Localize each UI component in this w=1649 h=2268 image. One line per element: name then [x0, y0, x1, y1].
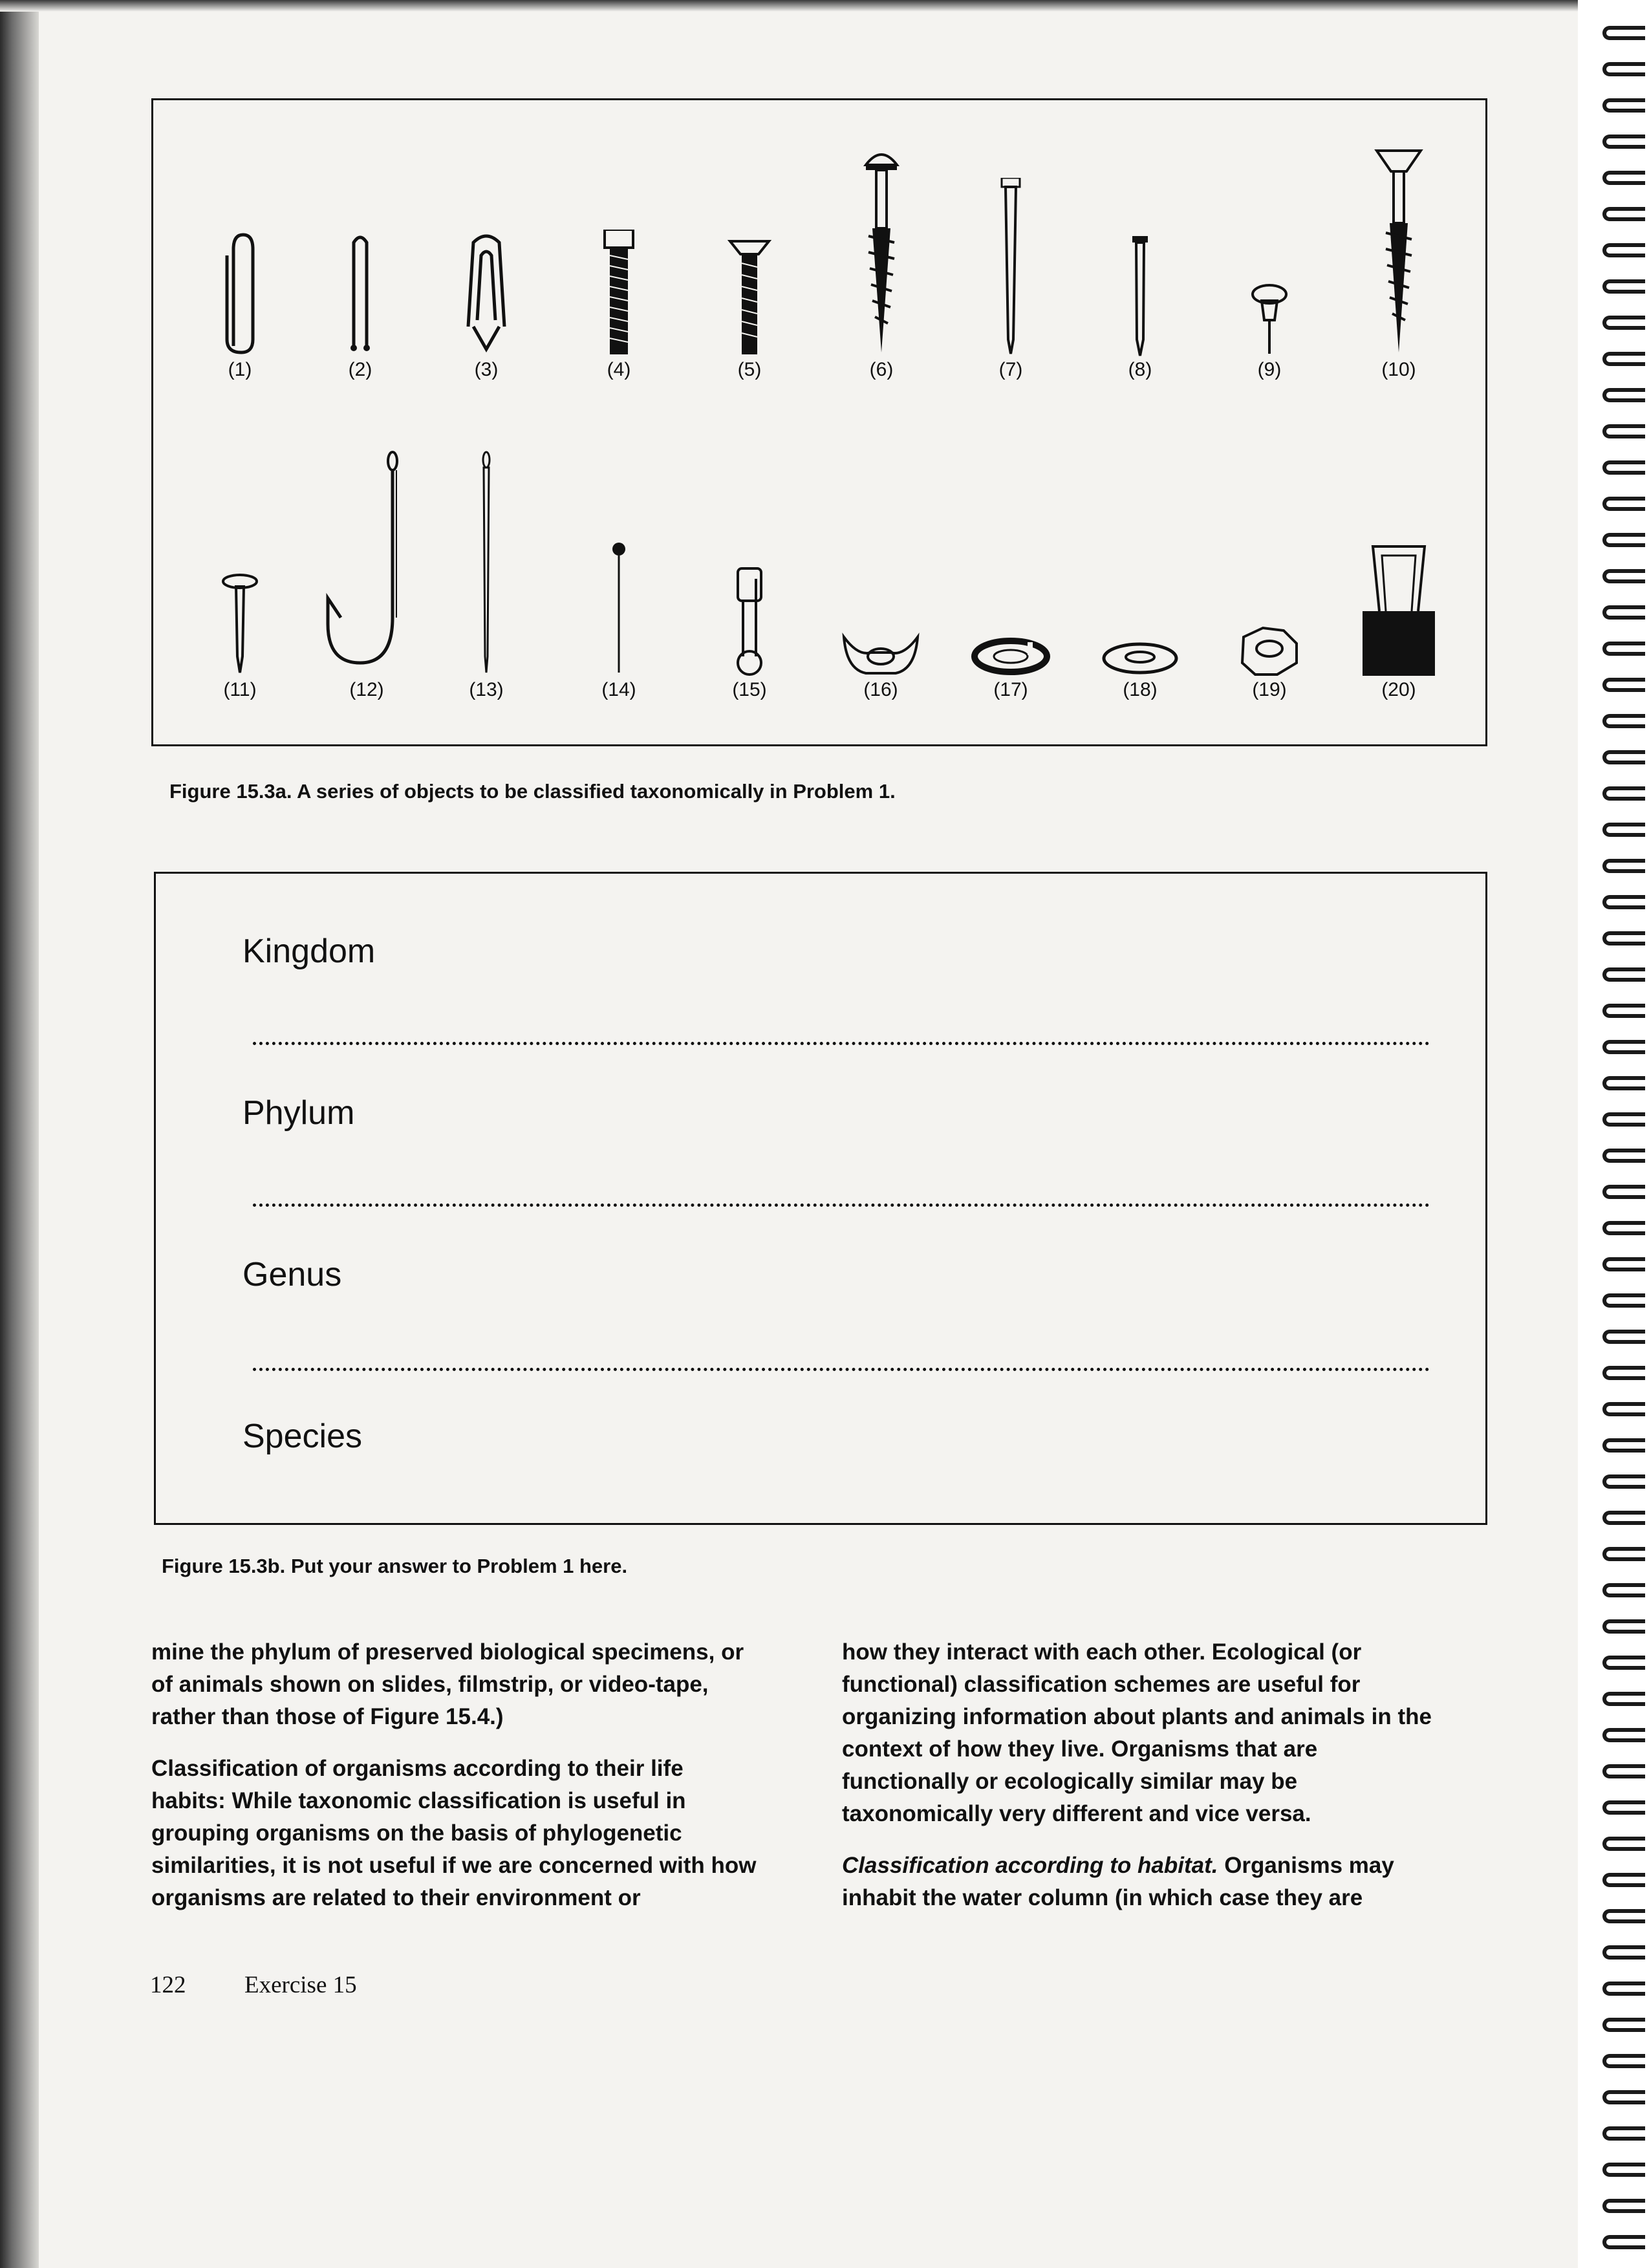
coil-loop	[1602, 1764, 1645, 1778]
object-label: (2)	[348, 359, 372, 380]
right-paragraph-2	[842, 1850, 1450, 1914]
spiral-coil	[1602, 2235, 1649, 2252]
object-label: (19)	[1252, 679, 1287, 700]
coil-loop	[1602, 1982, 1645, 1996]
spiral-coil	[1602, 497, 1649, 513]
object-14	[587, 540, 651, 702]
coil-loop	[1602, 1149, 1645, 1163]
spiral-coil	[1602, 1982, 1649, 1998]
figure-15-3a-box	[151, 98, 1487, 746]
spiral-coil	[1602, 823, 1649, 839]
coil-loop	[1602, 1366, 1645, 1380]
dotted-divider	[253, 1204, 1430, 1207]
coil-loop	[1602, 1837, 1645, 1851]
object-8	[1108, 236, 1172, 385]
spiral-coil	[1602, 279, 1649, 296]
coil-loop	[1602, 1257, 1645, 1271]
push-pin-icon	[1237, 281, 1302, 359]
object-13	[454, 449, 519, 702]
spiral-coil	[1602, 2090, 1649, 2107]
roofing-nail-icon	[208, 572, 272, 679]
coil-loop	[1602, 786, 1645, 801]
spiral-coil	[1602, 1692, 1649, 1709]
right-paragraph-2-text: Organisms may inhabit the water column (in which case they are	[842, 1853, 1394, 1910]
object-11	[208, 572, 272, 702]
coil-loop	[1602, 171, 1645, 185]
figure-15-3b-caption: Figure 15.3b. Put your answer to Problem 1 here.	[162, 1555, 628, 1577]
coil-loop	[1602, 98, 1645, 113]
spiral-coil	[1602, 533, 1649, 550]
object-label: (16)	[863, 679, 898, 700]
round-head-wood-screw-icon	[849, 146, 914, 359]
coil-loop	[1602, 2018, 1645, 2032]
coil-loop	[1602, 569, 1645, 583]
spiral-coil	[1602, 62, 1649, 79]
object-label: (1)	[228, 359, 252, 380]
object-3	[454, 230, 519, 385]
spiral-coil	[1602, 859, 1649, 876]
dotted-divider	[253, 1368, 1430, 1371]
coil-loop	[1602, 62, 1645, 76]
coil-loop	[1602, 1438, 1645, 1453]
spiral-coil	[1602, 1837, 1649, 1853]
coil-loop	[1602, 1221, 1645, 1235]
coil-loop	[1602, 207, 1645, 221]
coil-loop	[1602, 1619, 1645, 1634]
finishing-nail-icon	[978, 178, 1043, 359]
safety-pin-icon	[717, 566, 782, 679]
spiral-coil	[1602, 1511, 1649, 1528]
spiral-coil	[1602, 786, 1649, 803]
object-2	[328, 230, 393, 385]
object-label: (14)	[601, 679, 636, 700]
binder-clip-icon	[1353, 540, 1444, 679]
run-in-heading: Classification of organisms according to their life habits:	[151, 1756, 684, 1813]
hair-pin-icon	[328, 230, 393, 359]
object-16	[839, 631, 923, 702]
spiral-coil	[1602, 1040, 1649, 1057]
object-9	[1237, 281, 1302, 385]
spiral-coil	[1602, 1402, 1649, 1419]
paper-clip-icon	[208, 230, 272, 359]
object-label: (8)	[1128, 359, 1152, 380]
spiral-coil	[1602, 1800, 1649, 1817]
spiral-coil	[1602, 1728, 1649, 1745]
object-label: (12)	[349, 679, 384, 700]
coil-loop	[1602, 2235, 1645, 2249]
coil-loop	[1602, 1873, 1645, 1887]
hex-nut-icon	[1231, 624, 1308, 679]
spiral-coil	[1602, 2054, 1649, 2071]
coil-loop	[1602, 1909, 1645, 1923]
spiral-coil	[1602, 171, 1649, 188]
spiral-coil	[1602, 1619, 1649, 1636]
coil-loop	[1602, 533, 1645, 547]
coil-loop	[1602, 2163, 1645, 2177]
coil-loop	[1602, 2126, 1645, 2141]
left-column	[151, 1636, 759, 1914]
coil-loop	[1602, 1583, 1645, 1597]
spiral-coil	[1602, 1873, 1649, 1890]
coil-loop	[1602, 2054, 1645, 2068]
rank-species: Species	[242, 1418, 362, 1455]
coil-loop	[1602, 1547, 1645, 1561]
spiral-coil	[1602, 714, 1649, 731]
coil-loop	[1602, 931, 1645, 945]
coil-loop	[1602, 497, 1645, 511]
coil-loop	[1602, 859, 1645, 873]
dotted-divider	[253, 1042, 1430, 1045]
object-17	[965, 637, 1056, 702]
object-5	[717, 230, 782, 385]
coil-loop	[1602, 26, 1645, 40]
spiral-coil	[1602, 895, 1649, 912]
coil-loop	[1602, 967, 1645, 982]
coil-loop	[1602, 678, 1645, 692]
object-6	[849, 146, 914, 385]
needle-icon	[454, 449, 519, 679]
coil-loop	[1602, 1185, 1645, 1199]
spiral-coil	[1602, 1112, 1649, 1129]
spiral-coil	[1602, 1909, 1649, 1926]
spiral-coil	[1602, 2018, 1649, 2035]
machine-bolt-icon	[587, 230, 651, 359]
coil-loop	[1602, 1800, 1645, 1815]
coil-loop	[1602, 1040, 1645, 1054]
spiral-coil	[1602, 1185, 1649, 1202]
left-paragraph-2-text: While taxonomic classification is useful in grouping organisms on the basis of phylogenetic similarities, it is not useful if we are concerned with how organisms are related to their environment or	[151, 1788, 757, 1910]
object-label: (17)	[993, 679, 1028, 700]
coil-loop	[1602, 2090, 1645, 2104]
spiral-coil	[1602, 1474, 1649, 1491]
left-paragraph-1: mine the phylum of preserved biological specimens, or of animals shown on slides, filmstrip, or video-tape, rather than those of Figure 15.4.)	[151, 1639, 744, 1729]
spiral-coil	[1602, 569, 1649, 586]
coil-loop	[1602, 1945, 1645, 1960]
object-4	[587, 230, 651, 385]
object-label: (13)	[469, 679, 504, 700]
object-label: (15)	[732, 679, 767, 700]
object-label: (9)	[1257, 359, 1282, 380]
object-18	[1095, 640, 1185, 702]
coil-loop	[1602, 605, 1645, 620]
coil-loop	[1602, 1004, 1645, 1018]
rank-genus: Genus	[242, 1256, 342, 1293]
spiral-binding	[1578, 0, 1649, 2268]
answer-box	[154, 872, 1487, 1525]
coil-loop	[1602, 352, 1645, 366]
spiral-coil	[1602, 316, 1649, 332]
coil-loop	[1602, 823, 1645, 837]
flat-head-machine-screw-icon	[717, 230, 782, 359]
spiral-coil	[1602, 352, 1649, 369]
spiral-coil	[1602, 1945, 1649, 1962]
spiral-coil	[1602, 1583, 1649, 1600]
rank-kingdom: Kingdom	[242, 933, 376, 970]
spiral-coil	[1602, 1547, 1649, 1564]
spiral-coil	[1602, 1257, 1649, 1274]
bobby-pin-icon	[454, 230, 519, 359]
object-label: (20)	[1381, 679, 1416, 700]
spiral-coil	[1602, 1656, 1649, 1672]
italic-heading: Classification according to habitat.	[842, 1853, 1218, 1878]
coil-loop	[1602, 1112, 1645, 1127]
object-label: (3)	[474, 359, 499, 380]
spiral-coil	[1602, 1076, 1649, 1093]
flat-head-wood-screw-icon	[1366, 146, 1431, 359]
spiral-coil	[1602, 1221, 1649, 1238]
coil-loop	[1602, 1330, 1645, 1344]
coil-loop	[1602, 1076, 1645, 1090]
spiral-coil	[1602, 1004, 1649, 1021]
spiral-coil	[1602, 642, 1649, 658]
straight-pin-icon	[587, 540, 651, 679]
coil-loop	[1602, 642, 1645, 656]
split-lock-washer-icon	[965, 637, 1056, 679]
object-label: (7)	[998, 359, 1023, 380]
spiral-coil	[1602, 967, 1649, 984]
spiral-coil	[1602, 388, 1649, 405]
coil-loop	[1602, 316, 1645, 330]
page-top-shadow	[0, 0, 1578, 12]
coil-loop	[1602, 895, 1645, 909]
object-label: (6)	[869, 359, 894, 380]
object-10	[1366, 146, 1431, 385]
object-1	[208, 230, 272, 385]
rank-phylum: Phylum	[242, 1094, 355, 1132]
object-12	[315, 449, 418, 702]
object-label: (4)	[607, 359, 631, 380]
object-label: (11)	[223, 679, 257, 700]
object-label: (5)	[737, 359, 762, 380]
page-number: 122	[150, 1972, 186, 1998]
spiral-coil	[1602, 678, 1649, 695]
object-20	[1353, 540, 1444, 702]
spiral-coil	[1602, 135, 1649, 151]
object-7	[978, 178, 1043, 385]
coil-loop	[1602, 460, 1645, 475]
spiral-coil	[1602, 1764, 1649, 1781]
spiral-coil	[1602, 1438, 1649, 1455]
coil-loop	[1602, 279, 1645, 294]
coil-loop	[1602, 388, 1645, 402]
object-label: (18)	[1123, 679, 1158, 700]
spiral-coil	[1602, 605, 1649, 622]
spiral-coil	[1602, 750, 1649, 767]
spiral-coil	[1602, 424, 1649, 441]
spiral-coil	[1602, 1149, 1649, 1165]
spiral-coil	[1602, 1330, 1649, 1346]
coil-loop	[1602, 714, 1645, 728]
figure-15-3a-caption: Figure 15.3a. A series of objects to be classified taxonomically in Problem 1.	[169, 780, 896, 803]
spiral-coil	[1602, 1366, 1649, 1383]
left-paragraph-2	[151, 1753, 759, 1914]
spiral-coil	[1602, 2163, 1649, 2179]
right-column	[842, 1636, 1450, 1914]
object-19	[1231, 624, 1308, 702]
coil-loop	[1602, 1511, 1645, 1525]
fish-hook-icon	[315, 449, 418, 679]
right-paragraph-1: how they interact with each other. Ecological (or functional) classification schemes are useful for organizing information about plants and animals in the context of how they live. Organisms that are functionally or ecologically similar may be taxonomically very different and vice versa.	[842, 1639, 1432, 1826]
spiral-coil	[1602, 2199, 1649, 2216]
coil-loop	[1602, 1293, 1645, 1308]
coil-loop	[1602, 750, 1645, 764]
coil-loop	[1602, 1692, 1645, 1706]
coil-loop	[1602, 1656, 1645, 1670]
coil-loop	[1602, 2199, 1645, 2213]
coil-loop	[1602, 1402, 1645, 1416]
coil-loop	[1602, 135, 1645, 149]
wing-nut-icon	[839, 631, 923, 679]
coil-loop	[1602, 243, 1645, 257]
common-nail-icon	[1108, 236, 1172, 359]
spiral-coil	[1602, 207, 1649, 224]
spiral-coil	[1602, 26, 1649, 43]
coil-loop	[1602, 1474, 1645, 1489]
flat-washer-icon	[1095, 640, 1185, 679]
spiral-coil	[1602, 98, 1649, 115]
coil-loop	[1602, 424, 1645, 438]
running-footer: Exercise 15	[244, 1972, 357, 1998]
object-15	[717, 566, 782, 702]
spiral-coil	[1602, 1293, 1649, 1310]
spiral-coil	[1602, 460, 1649, 477]
spiral-coil	[1602, 2126, 1649, 2143]
coil-loop	[1602, 1728, 1645, 1742]
spiral-coil	[1602, 931, 1649, 948]
page-edge-shadow	[0, 0, 39, 2268]
spiral-coil	[1602, 243, 1649, 260]
object-label: (10)	[1381, 359, 1416, 380]
